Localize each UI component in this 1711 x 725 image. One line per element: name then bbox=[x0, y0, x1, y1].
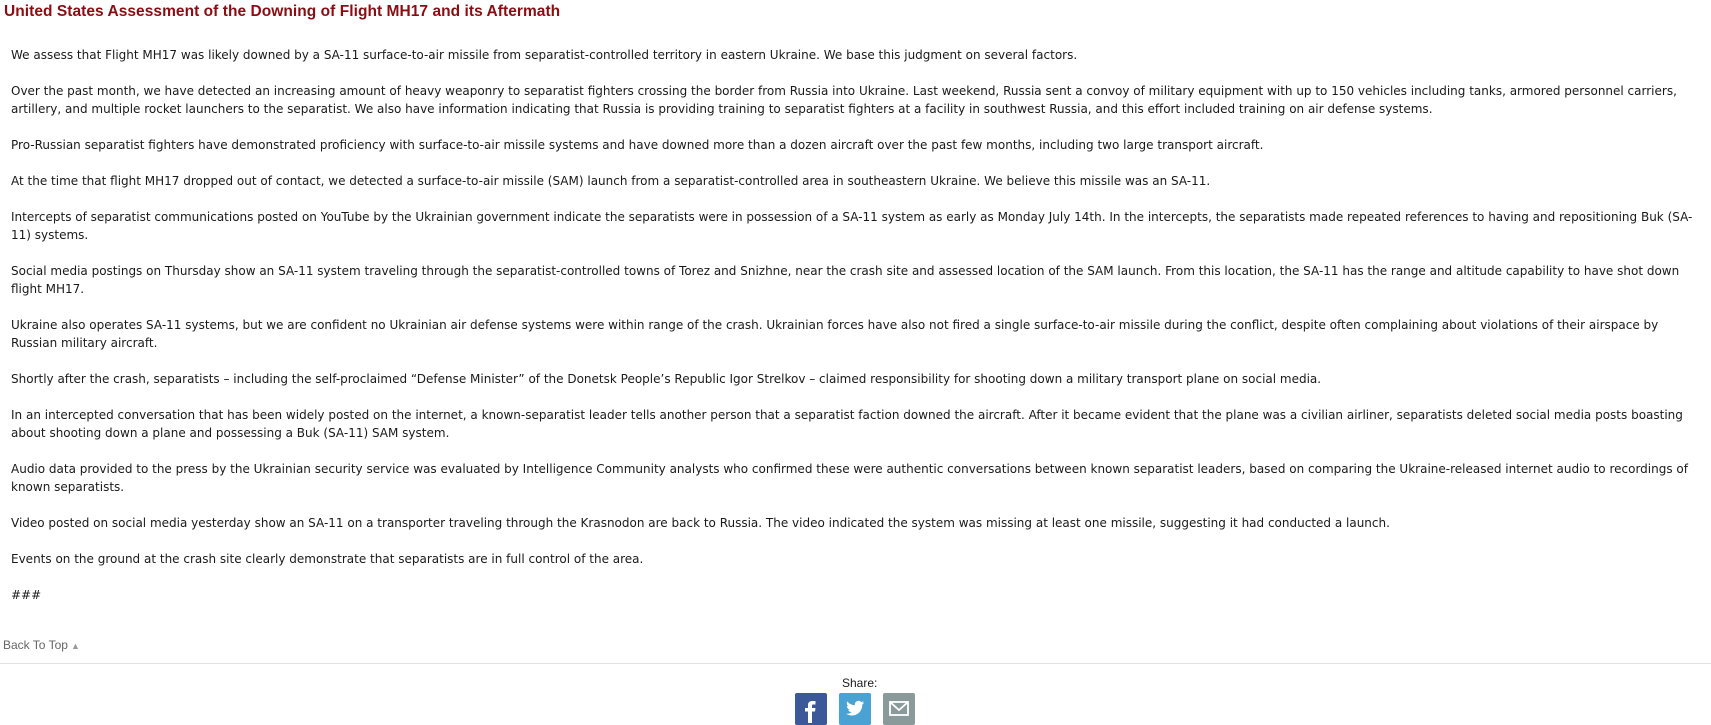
article-paragraph: Shortly after the crash, separatists – including the self-proclaimed “Defense Minister” of the Donetsk People’s Republic Igor Strelkov – claimed responsibility for shooting down a military transport plane on social media. bbox=[11, 372, 1322, 386]
article-paragraph: At the time that flight MH17 dropped out of contact, we detected a surface-to-air missile (SAM) launch from a separatist-controlled area in southeastern Ukraine. We believe this missile was an SA-11. bbox=[11, 174, 1211, 188]
article-paragraph: Social media postings on Thursday show an SA-11 system traveling through the separatist-controlled towns of Torez and Snizhne, near the crash site and assessed location of the SAM launch. From this location, the SA-11 has the range and altitude capability to have shot down flight MH17. bbox=[11, 264, 1680, 296]
article-paragraph: In an intercepted conversation that has been widely posted on the internet, a known-separatist leader tells another person that a separatist faction downed the aircraft. After it became evident that the plane was a civilian airliner, separatists deleted social media posts boasting about shooting down a plane and possessing a Buk (SA-11) SAM system. bbox=[11, 408, 1683, 440]
twitter-share-button[interactable] bbox=[839, 693, 871, 725]
footer-divider bbox=[0, 663, 1711, 664]
share-label: Share: bbox=[842, 676, 878, 690]
email-icon bbox=[883, 693, 915, 725]
share-buttons bbox=[795, 693, 915, 725]
article-paragraph: Events on the ground at the crash site clearly demonstrate that separatists are in full control of the area. bbox=[11, 552, 644, 566]
back-to-top-label: Back To Top bbox=[3, 638, 68, 652]
article-paragraph: Intercepts of separatist communications posted on YouTube by the Ukrainian government indicate the separatists were in possession of a SA-11 system as early as Monday July 14th. In the intercepts, the separatists made repeated references to having and repositioning Buk (SA-11) systems. bbox=[11, 210, 1693, 242]
article-body bbox=[11, 46, 1706, 622]
facebook-icon bbox=[795, 693, 827, 725]
article-end-marker: ### bbox=[11, 588, 42, 602]
article-paragraph: We assess that Flight MH17 was likely downed by a SA-11 surface-to-air missile from separatist-controlled territory in eastern Ukraine. We base this judgment on several factors. bbox=[11, 48, 1078, 62]
arrow-up-icon: ▲ bbox=[70, 641, 80, 651]
page-title: United States Assessment of the Downing of Flight MH17 and its Aftermath bbox=[4, 3, 561, 20]
article-paragraph: Ukraine also operates SA-11 systems, but we are confident no Ukrainian air defense systems were within range of the crash. Ukrainian forces have also not fired a single surface-to-air missile during the conflict, despite often complaining about violations of their airspace by Russian military aircraft. bbox=[11, 318, 1659, 350]
article-paragraph: Video posted on social media yesterday show an SA-11 on a transporter traveling through the Krasnodon are back to Russia. The video indicated the system was missing at least one missile, suggesting it had conducted a launch. bbox=[11, 516, 1390, 530]
article-paragraph: Pro-Russian separatist fighters have demonstrated proficiency with surface-to-air missile systems and have downed more than a dozen aircraft over the past few months, including two large transport aircraft. bbox=[11, 138, 1264, 152]
facebook-share-button[interactable] bbox=[795, 693, 827, 725]
article-paragraph: Over the past month, we have detected an increasing amount of heavy weaponry to separatist fighters crossing the border from Russia into Ukraine. Last weekend, Russia sent a convoy of military equipment with up to 150 vehicles including tanks, armored personnel carriers, artillery, and multiple rocket launchers to the separatist. We also have information indicating that Russia is providing training to separatist fighters at a facility in southwest Russia, and this effort included training on air defense systems. bbox=[11, 84, 1677, 116]
article-paragraph: Audio data provided to the press by the Ukrainian security service was evaluated by Intelligence Community analysts who confirmed these were authentic conversations between known separatist leaders, based on comparing the Ukraine-released internet audio to recordings of known separatists. bbox=[11, 462, 1688, 494]
back-to-top-link[interactable] bbox=[3, 638, 80, 652]
twitter-icon bbox=[839, 693, 871, 725]
email-share-button[interactable] bbox=[883, 693, 915, 725]
